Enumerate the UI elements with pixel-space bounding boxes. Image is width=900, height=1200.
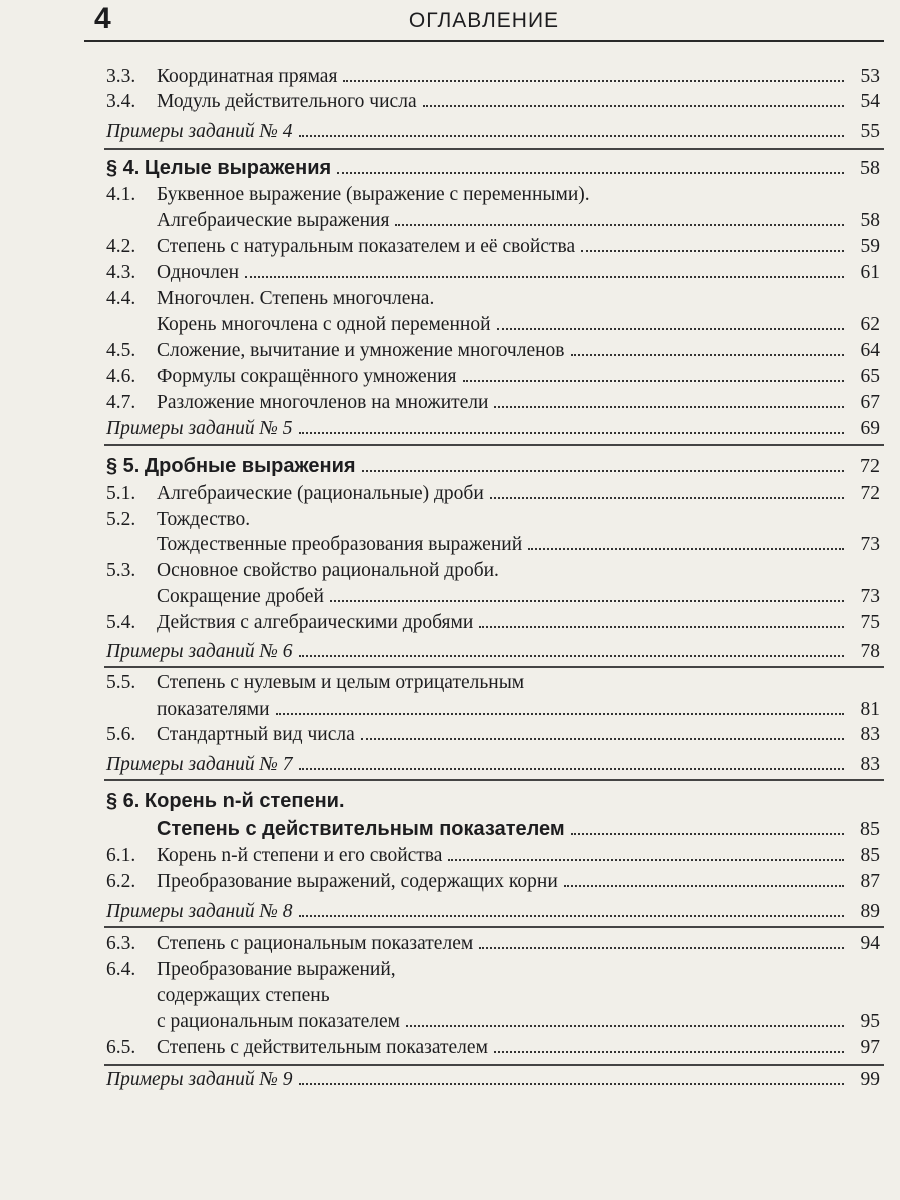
dot-leader <box>494 1033 844 1053</box>
entry-title: Преобразование выражений, содержащих корни <box>157 871 558 892</box>
entry-page: 97 <box>860 1037 880 1058</box>
entry-page: 65 <box>860 366 880 387</box>
entry-page: 75 <box>860 612 880 633</box>
entry-title: Многочлен. Степень многочлена. <box>157 288 435 309</box>
toc-entry-continuation <box>100 582 880 611</box>
dot-leader <box>337 154 844 174</box>
entry-title: Формулы сокращённого умножения <box>157 366 457 387</box>
toc-entry <box>100 479 880 508</box>
entry-title: Буквенное выражение (выражение с переменными). <box>157 184 590 205</box>
entry-number: 4.5. <box>106 340 136 361</box>
entry-page: 72 <box>860 455 880 477</box>
entry-number: 4.6. <box>106 366 136 387</box>
entry-page: 62 <box>860 314 880 335</box>
toc-entry <box>100 258 880 287</box>
toc-entry <box>100 668 880 697</box>
entry-number: 4.2. <box>106 236 136 257</box>
toc-entry <box>100 232 880 261</box>
entry-number: 5.1. <box>106 483 136 504</box>
entry-title: Алгебраические (рациональные) дроби <box>157 483 484 504</box>
entry-page: 59 <box>860 236 880 257</box>
dot-leader <box>362 452 844 472</box>
entry-title: Сокращение дробей <box>157 586 324 607</box>
dot-leader <box>448 841 844 861</box>
toc-entry <box>100 955 880 984</box>
toc-entry-continuation <box>100 981 880 1010</box>
toc-entry <box>100 929 880 958</box>
dot-leader <box>528 530 844 550</box>
entry-page: 94 <box>860 933 880 954</box>
entry-title: Тождественные преобразования выражений <box>157 534 523 555</box>
entry-title: Степень с действительным показателем <box>157 1037 488 1058</box>
dot-leader <box>330 582 844 602</box>
toc-entry-continuation <box>100 530 880 559</box>
entry-title: Координатная прямая <box>157 66 338 87</box>
toc-examples-entry <box>100 750 880 779</box>
section-title: § 6. Корень n-й степени. <box>106 790 345 812</box>
toc-section-entry <box>100 452 880 481</box>
section-title: § 4. Целые выражения <box>106 157 332 179</box>
entry-title: Разложение многочленов на множители <box>157 392 489 413</box>
dot-leader <box>245 258 844 278</box>
entry-title: Степень с натуральным показателем и её свойства <box>157 236 576 257</box>
entry-title: Модуль действительного числа <box>157 91 417 112</box>
entry-title: показателями <box>157 699 270 720</box>
entry-page: 61 <box>860 262 880 283</box>
entry-title: Примеры заданий № 4 <box>106 121 293 142</box>
dot-leader <box>276 695 844 715</box>
entry-page: 85 <box>860 845 880 866</box>
entry-page: 99 <box>860 1069 880 1090</box>
toc-examples-entry <box>100 637 880 666</box>
dot-leader <box>299 750 844 770</box>
entry-title: Одночлен <box>157 262 240 283</box>
toc-entry <box>100 608 880 637</box>
toc-section-entry <box>100 787 880 816</box>
toc-entry <box>100 556 880 585</box>
entry-page: 83 <box>860 724 880 745</box>
toc-section-entry-continuation <box>100 815 880 844</box>
running-title: ОГЛАВЛЕНИЕ <box>408 9 560 32</box>
dot-leader <box>299 637 844 657</box>
entry-title: Примеры заданий № 6 <box>106 641 293 662</box>
entry-page: 87 <box>860 871 880 892</box>
entry-page: 81 <box>860 699 880 720</box>
entry-page: 73 <box>860 586 880 607</box>
dot-leader <box>497 310 844 330</box>
dot-leader <box>479 608 844 628</box>
dot-leader <box>463 362 844 382</box>
toc-entry <box>100 180 880 209</box>
entry-title: Примеры заданий № 9 <box>106 1069 293 1090</box>
entry-number: 6.3. <box>106 933 136 954</box>
entry-title: Сложение, вычитание и умножение многочленов <box>157 340 565 361</box>
entry-title: Степень с рациональным показателем <box>157 933 474 954</box>
toc-entry <box>100 362 880 391</box>
entry-title: содержащих степень <box>157 985 330 1006</box>
section-divider <box>104 779 884 781</box>
toc-entry <box>100 284 880 313</box>
toc-examples-entry <box>100 414 880 443</box>
entry-title: Корень многочлена с одной переменной <box>157 314 491 335</box>
entry-page: 53 <box>860 66 880 87</box>
entry-page: 69 <box>860 418 880 439</box>
toc-entry <box>100 720 880 749</box>
entry-title: Корень n-й степени и его свойства <box>157 845 443 866</box>
entry-number: 5.3. <box>106 560 136 581</box>
entry-number: 5.6. <box>106 724 136 745</box>
dot-leader <box>571 336 844 356</box>
toc-entry <box>100 1033 880 1062</box>
section-divider <box>104 926 884 928</box>
section-divider <box>104 444 884 446</box>
dot-leader <box>571 815 844 835</box>
entry-page: 55 <box>860 121 880 142</box>
dot-leader <box>299 1065 844 1085</box>
dot-leader <box>564 867 844 887</box>
toc-entry-continuation <box>100 1007 880 1036</box>
entry-number: 6.2. <box>106 871 136 892</box>
entry-page: 64 <box>860 340 880 361</box>
dot-leader <box>299 897 844 917</box>
toc-examples-entry <box>100 1065 880 1094</box>
entry-number: 4.7. <box>106 392 136 413</box>
entry-number: 5.2. <box>106 509 136 530</box>
toc-entry <box>100 841 880 870</box>
entry-title: Основное свойство рациональной дроби. <box>157 560 499 581</box>
entry-number: 4.3. <box>106 262 136 283</box>
entry-page: 72 <box>860 483 880 504</box>
entry-page: 54 <box>860 91 880 112</box>
toc-section-entry <box>100 154 880 183</box>
entry-page: 58 <box>860 157 880 179</box>
entry-number: 6.4. <box>106 959 136 980</box>
entry-title: Примеры заданий № 7 <box>106 754 293 775</box>
toc-entry <box>100 336 880 365</box>
toc-entry-continuation <box>100 310 880 339</box>
entry-page: 67 <box>860 392 880 413</box>
dot-leader <box>343 62 844 82</box>
dot-leader <box>581 232 844 252</box>
dot-leader <box>406 1007 844 1027</box>
entry-number: 6.1. <box>106 845 136 866</box>
entry-number: 5.5. <box>106 672 136 693</box>
entry-title: Преобразование выражений, <box>157 959 396 980</box>
entry-page: 58 <box>860 210 880 231</box>
entry-page: 85 <box>860 818 880 840</box>
entry-page: 95 <box>860 1011 880 1032</box>
toc-entry <box>100 87 880 116</box>
entry-title: с рациональным показателем <box>157 1011 400 1032</box>
page-header <box>84 0 884 42</box>
entry-title: Примеры заданий № 5 <box>106 418 293 439</box>
entry-title: Алгебраические выражения <box>157 210 390 231</box>
dot-leader <box>299 117 844 137</box>
entry-page: 73 <box>860 534 880 555</box>
entry-title: Тождество. <box>157 509 251 530</box>
entry-number: 3.3. <box>106 66 136 87</box>
entry-title: Стандартный вид числа <box>157 724 355 745</box>
entry-title: Примеры заданий № 8 <box>106 901 293 922</box>
dot-leader <box>494 388 844 408</box>
entry-number: 6.5. <box>106 1037 136 1058</box>
dot-leader <box>423 87 844 107</box>
dot-leader <box>299 414 844 434</box>
section-divider <box>104 148 884 150</box>
entry-title: Действия с алгебраическими дробями <box>157 612 474 633</box>
toc-entry <box>100 867 880 896</box>
entry-number: 4.4. <box>106 288 136 309</box>
toc-examples-entry <box>100 117 880 146</box>
dot-leader <box>490 479 844 499</box>
toc-entry <box>100 388 880 417</box>
entry-page: 89 <box>860 901 880 922</box>
section-title: Степень с действительным показателем <box>157 818 565 840</box>
dot-leader <box>395 206 844 226</box>
dot-leader <box>361 720 844 740</box>
entry-page: 83 <box>860 754 880 775</box>
entry-number: 4.1. <box>106 184 136 205</box>
dot-leader <box>479 929 844 949</box>
entry-number: 5.4. <box>106 612 136 633</box>
entry-page: 78 <box>860 641 880 662</box>
section-title: § 5. Дробные выражения <box>106 455 356 477</box>
entry-number: 3.4. <box>106 91 136 112</box>
toc-entry-continuation <box>100 206 880 235</box>
entry-title: Степень с нулевым и целым отрицательным <box>157 672 525 693</box>
page-number: 4 <box>94 2 111 35</box>
toc-examples-entry <box>100 897 880 926</box>
